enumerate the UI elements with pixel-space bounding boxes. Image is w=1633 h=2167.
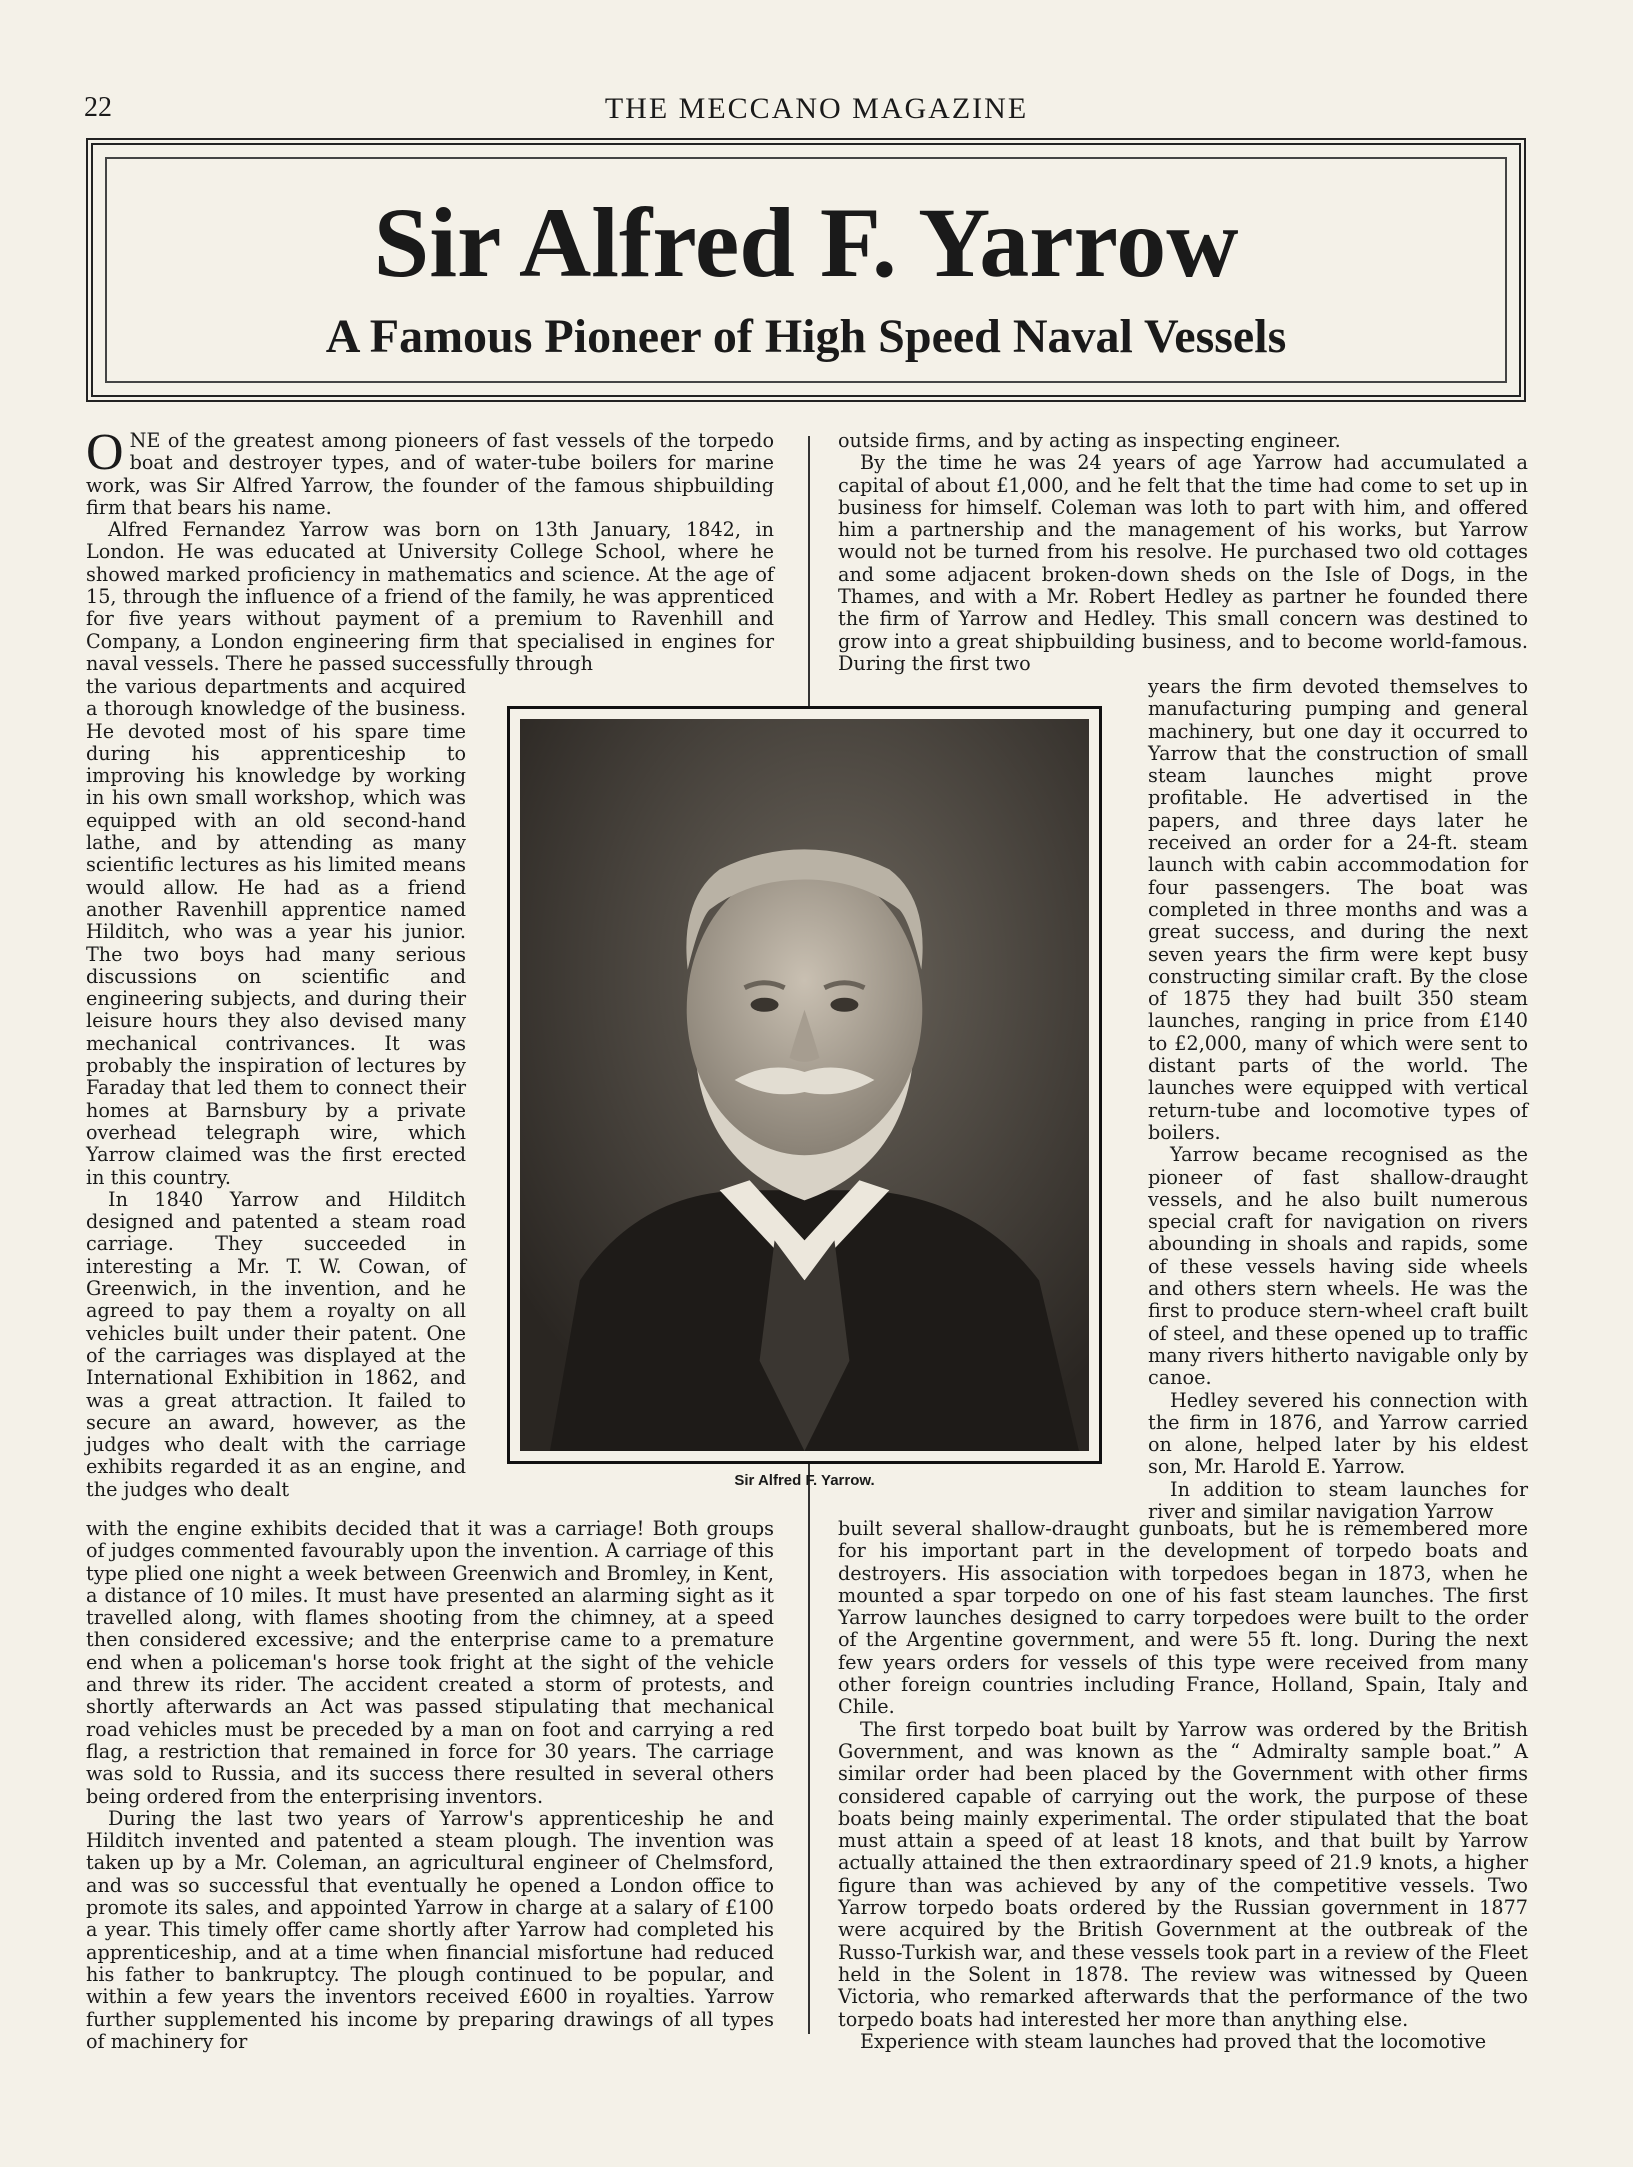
photo-caption: Sir Alfred F. Yarrow.	[734, 1472, 875, 1489]
paragraph-text: NE of the greatest among pioneers of fast vessels of the torpedo boat and destroyer types, and of water-tube boilers for marine work, was Sir Alfred Yarrow, the founder of the famous shipbuilding firm that bears his name.	[86, 429, 774, 519]
right-column-bottom	[838, 1518, 1528, 2053]
page-number: 22	[84, 92, 112, 123]
left-column-top	[86, 424, 774, 675]
right-column-wrap	[1148, 676, 1528, 1523]
article-subtitle: A Famous Pioneer of High Speed Naval Vessels	[325, 310, 1287, 363]
paragraph: By the time he was 24 years of age Yarrow had accumulated a capital of about £1,000, and he felt that the time had come to set up in business for himself. Coleman was loth to part with him, and offered him a partnership and the management of his works, but Yarrow would not be turned from his resolve. He purchased two old cottages and some adjacent broken-down sheds on the Isle of Dogs, in the Thames, and with a Mr. Robert Hedley as partner he founded there the firm of Yarrow and Hedley. This small concern was destined to grow into a great shipbuilding business, and to become world-famous. During the first two	[838, 451, 1528, 675]
portrait-photo	[520, 719, 1089, 1451]
portrait-frame	[507, 706, 1102, 1464]
left-column-wrap	[86, 676, 466, 1501]
paragraph: Experience with steam launches had proved that the locomotive	[860, 2029, 1487, 2053]
paragraph: built several shallow-draught gunboats, but he is remembered more for his important part in the development of torpedo boats and destroyers. His association with torpedoes began in 1873, when he mounted a spar torpedo on one of his fast steam launches. The first Yarrow launches designed to carry torpedoes were built to the order of the Argentine government, and were 55 ft. long. During the next few years orders for vessels of this type were received from many other foreign countries including France, Holland, Spain, Italy and Chile.	[838, 1517, 1528, 1719]
paragraph: In 1840 Yarrow and Hilditch designed and patented a steam road carriage. They succeeded in interesting a Mr. T. W. Cowan, of Greenwich, in the invention, and he agreed to pay them a royalty on all vehicles built under their patent. One of the carriages was displayed at the International Exhibition in 1862, and was a great attraction. It failed to secure an award, however, as the judges who dealt with the carriage exhibits regarded it as an engine, and the judges who dealt	[86, 1187, 466, 1501]
paragraph: Yarrow became recognised as the pioneer of fast shallow-draught vessels, and he also built numerous special craft for navigation on rivers abounding in shoals and rapids, some of these vessels having side wheels and others stern wheels. He was the first to produce stern-wheel craft built of steel, and these opened up to traffic many rivers hitherto navigable only by canoe.	[1148, 1143, 1528, 1390]
left-column-bottom	[86, 1518, 774, 2053]
paragraph: The first torpedo boat built by Yarrow was ordered by the British Government, and was known as the “ Admiralty sample boat.” A similar order had been placed by the Government with other firms considered capable of carrying out the work, the purpose of these boats being mainly experimental. The order stipulated that the boat must attain a speed of at least 18 knots, and that built by Yarrow actually attained the then extraordinary speed of 21.9 knots, a higher figure than was achieved by any of the competitive vessels. Two Yarrow torpedo boats ordered by the Russian government in 1877 were acquired by the British Government at the outbreak of the Russo-Turkish war, and these vessels took part in a review of the Fleet held in the Solent in 1878. The review was witnessed by Queen Victoria, who remarked afterwards that the performance of the two torpedo boats had interested her more than anything else.	[838, 1717, 1528, 2031]
paragraph: During the last two years of Yarrow's apprenticeship he and Hilditch invented and patented a steam plough. The invention was taken up by a Mr. Coleman, an agricultural engineer of Chelmsford, and was so successful that eventually he opened a London office to promote its sales, and appointed Yarrow in charge at a salary of £100 a year. This timely offer came shortly after Yarrow had completed his apprenticeship, and at a time when financial misfortune had reduced his father to bankruptcy. The plough continued to be popular, and within a few years the inventors received £600 in royalties. Yarrow further supplemented his income by preparing drawings of all types of machinery for	[86, 1806, 774, 2053]
title-box	[86, 138, 1526, 402]
paragraph: Hedley severed his connection with the firm in 1876, and Yarrow carried on alone, helped later by his eldest son, Mr. Harold E. Yarrow.	[1148, 1388, 1528, 1479]
article-title: Sir Alfred F. Yarrow	[373, 187, 1239, 298]
paragraph: Alfred Fernandez Yarrow was born on 13th January, 1842, in London. He was educated at University College School, where he showed marked proficiency in mathematics and science. At the age of 15, through the influence of a friend of the family, he was apprenticed for five years without payment of a premium to Ravenhill and Company, a London engineering firm that specialised in engines for naval vessels. There he passed successfully through	[86, 518, 774, 675]
paragraph: In addition to steam launches for river and similar navigation Yarrow	[1148, 1477, 1528, 1523]
paragraph: the various departments and acquired a thorough knowledge of the business. He devoted most of his spare time during his apprenticeship to improving his knowledge by working in his own small workshop, which was equipped with an old second-hand lathe, and by attending as many scientific lectures as his limited means would allow. He had as a friend another Ravenhill apprentice named Hilditch, who was a year his junior. The two boys had many serious discussions on scientific and engineering subjects, and during their leisure hours they also devised many mechanical contrivances. It was probably the inspiration of lectures by Faraday that led them to connect their homes at Barnsbury by a private overhead telegraph wire, which Yarrow claimed was the first erected in this country.	[86, 675, 466, 1189]
right-column-top	[838, 430, 1528, 675]
paragraph: outside firms, and by acting as inspecting engineer.	[838, 429, 1341, 452]
running-head: THE MECCANO MAGAZINE	[604, 92, 1029, 125]
portrait-illustration	[520, 719, 1089, 1451]
paragraph	[86, 424, 774, 519]
drop-cap: O	[86, 424, 124, 481]
paragraph: with the engine exhibits decided that it was a carriage! Both groups of judges commented favourably upon the invention. A carriage of this type plied one night a week between Greenwich and Bromley, in Kent, a distance of 10 miles. It must have presented an alarming sight as it travelled along, with flames shooting from the chimney, at a speed then considered excessive; and the enterprise came to a premature end when a policeman's horse took fright at the sight of the vehicle and threw its rider. The accident created a storm of protests, and shortly afterwards an Act was passed stipulating that mechanical road vehicles must be preceded by a man on foot and carrying a red flag, a restriction that remained in force for 30 years. The carriage was sold to Russia, and its success there resulted in several others being ordered from the enterprising inventors.	[86, 1517, 774, 1808]
paragraph: years the firm devoted themselves to manufacturing pumping and general machinery, but one day it occurred to Yarrow that the construction of small steam launches might prove profitable. He advertised in the papers, and three days later he received an order for a 24-ft. steam launch with cabin accommodation for four passengers. The boat was completed in three months and was a great success, and during the next seven years the firm were kept busy constructing similar craft. By the close of 1875 they had built 350 steam launches, ranging in price from £140 to £2,000, many of which were sent to distant parts of the world. The launches were equipped with vertical return-tube and locomotive types of boilers.	[1148, 675, 1528, 1144]
